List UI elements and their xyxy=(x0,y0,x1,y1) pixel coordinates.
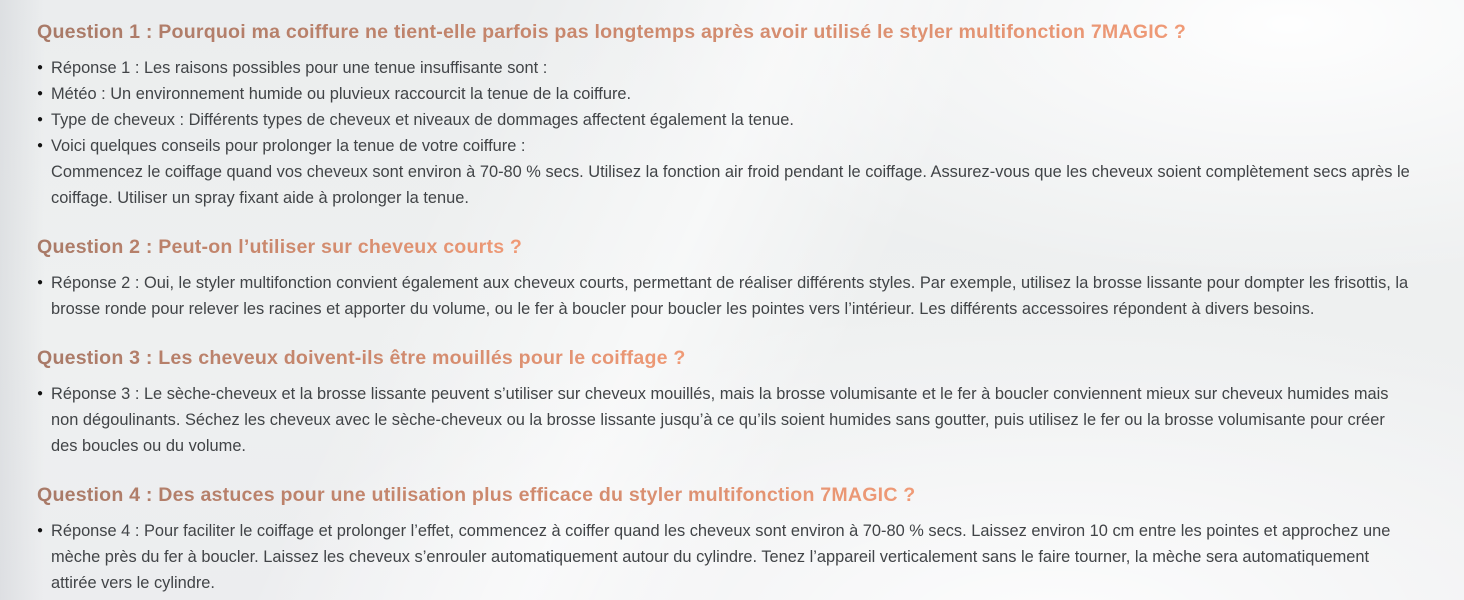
answer-item xyxy=(37,81,1410,107)
answer-list xyxy=(37,381,1410,459)
bullet-icon: ● xyxy=(37,388,44,399)
bullet-icon: ● xyxy=(37,525,44,536)
answer-text: Météo : Un environnement humide ou pluvieux raccourcit la tenue de la coiffure. xyxy=(51,85,632,103)
answer-list xyxy=(37,518,1410,596)
question-heading: Question 2 : Peut-on l’utiliser sur cheveux courts ? xyxy=(37,236,523,258)
answer-item xyxy=(37,518,1410,596)
bullet-icon: ● xyxy=(37,277,44,288)
question-heading: Question 1 : Pourquoi ma coiffure ne tient-elle parfois pas longtemps après avoir utilisé le styler multifonction 7MAGIC ? xyxy=(37,21,1187,43)
answer-text: Réponse 2 : Oui, le styler multifonction convient également aux cheveux courts, permettant de réaliser différents styles. Par exemple, utilisez la brosse lissante pour dompter les frisottis, la brosse ronde pour relever les racines et apporter du volume, ou le fer à boucler pour boucler les pointes vers l’intérieur. Les différents accessoires répondent à divers besoins. xyxy=(51,274,1409,318)
answer-item xyxy=(37,159,1410,211)
answer-list xyxy=(37,270,1410,322)
answer-item xyxy=(37,270,1410,322)
answer-list xyxy=(37,55,1410,211)
bullet-icon: ● xyxy=(37,114,44,125)
answer-text: Réponse 4 : Pour faciliter le coiffage et prolonger l’effet, commencez à coiffer quand les cheveux sont environ à 70-80 % secs. Laissez environ 10 cm entre les pointes et approchez une mèche près du fer à boucler. Laissez les cheveux s’enrouler automatiquement autour du cylindre. Tenez l’appareil verticalement sans le faire tourner, la mèche sera automatiquement attirée vers le cylindre. xyxy=(51,522,1391,592)
answer-item xyxy=(37,133,1410,159)
bullet-icon: ● xyxy=(37,62,44,73)
answer-item xyxy=(37,55,1410,81)
answer-text: Commencez le coiffage quand vos cheveux sont environ à 70-80 % secs. Utilisez la fonction air froid pendant le coiffage. Assurez-vous que les cheveux soient complètement secs après le coiffage. Utiliser un spray fixant aide à prolonger la tenue. xyxy=(51,163,1410,207)
answer-item xyxy=(37,381,1410,459)
answer-text: Voici quelques conseils pour prolonger la tenue de votre coiffure : xyxy=(51,137,526,155)
answer-item xyxy=(37,107,1410,133)
question-heading: Question 4 : Des astuces pour une utilisation plus efficace du styler multifonction 7MAGIC ? xyxy=(37,484,916,506)
answer-text: Réponse 3 : Le sèche-cheveux et la brosse lissante peuvent s’utiliser sur cheveux mouillés, mais la brosse volumisante et le fer à boucler conviennent mieux sur cheveux humides mais non dégoulinants. Séchez les cheveux avec le sèche-cheveux ou la brosse lissante jusqu’à ce qu’ils soient humides sans goutter, puis utilisez le fer ou la brosse volumisante pour créer des boucles ou du volume. xyxy=(51,385,1389,455)
bullet-icon: ● xyxy=(37,140,44,151)
bullet-icon: ● xyxy=(37,88,44,99)
faq-section xyxy=(37,20,1410,211)
faq-section xyxy=(37,211,1410,322)
faq-section xyxy=(37,459,1410,596)
answer-text: Type de cheveux : Différents types de cheveux et niveaux de dommages affectent également la tenue. xyxy=(51,111,794,129)
faq-section xyxy=(37,322,1410,459)
question-heading: Question 3 : Les cheveux doivent-ils être mouillés pour le coiffage ? xyxy=(37,347,686,369)
answer-text: Réponse 1 : Les raisons possibles pour une tenue insuffisante sont : xyxy=(51,59,548,77)
